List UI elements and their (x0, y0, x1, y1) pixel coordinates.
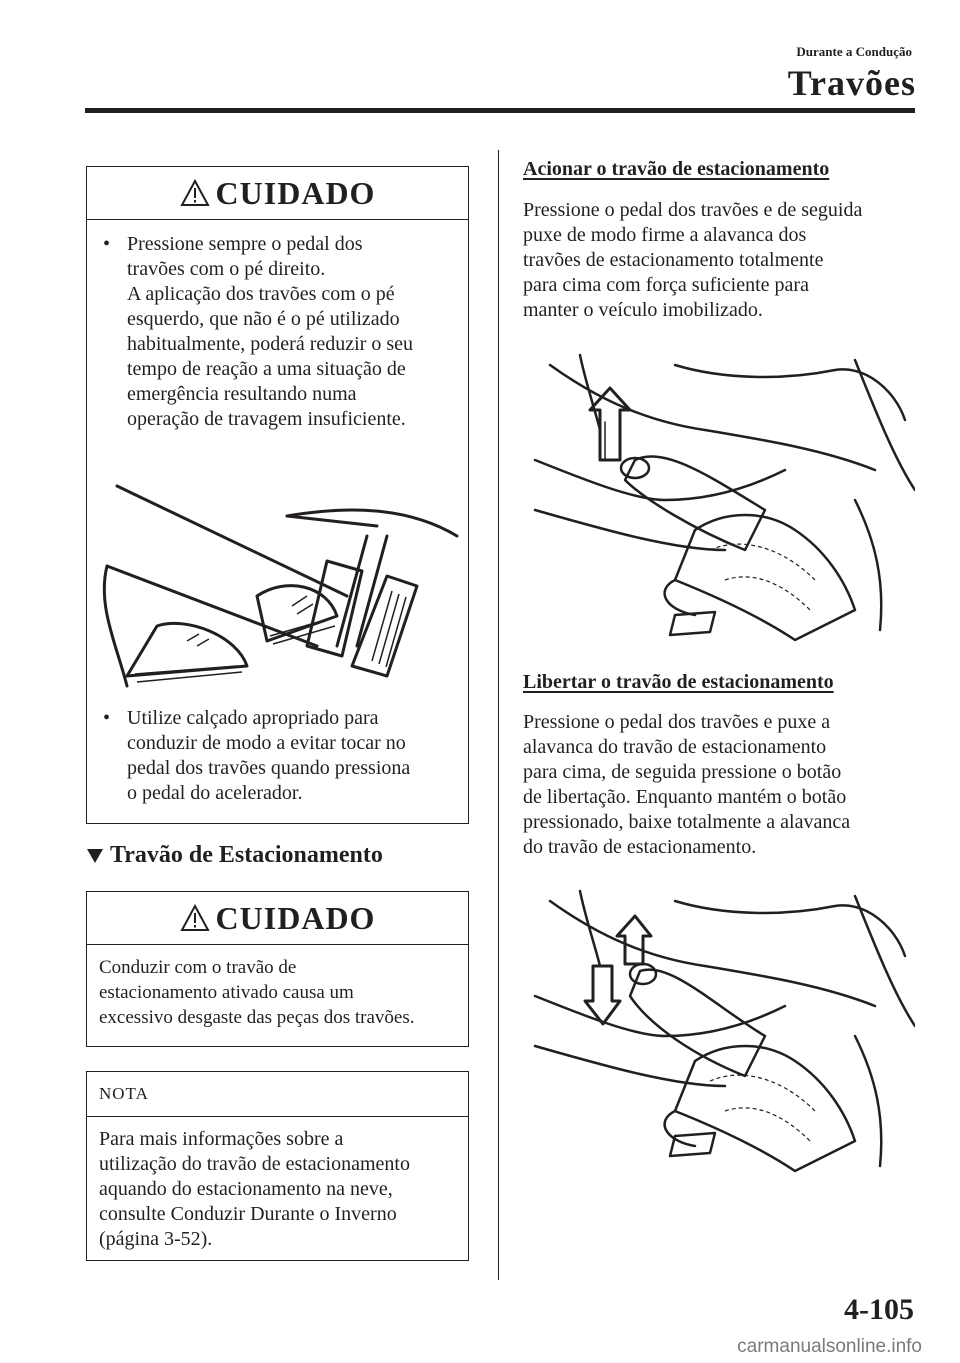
bullet-line: conduzir de modo a evitar tocar no (127, 732, 406, 754)
warning-triangle-icon (180, 904, 210, 932)
apply-line: para cima com força suficiente para (523, 274, 809, 296)
bullet-line: travões com o pé direito. (127, 258, 326, 280)
nota-header: NOTA (87, 1072, 468, 1117)
nota-line: consulte Conduzir Durante o Inverno (99, 1203, 397, 1225)
page-title: Travões (787, 63, 916, 103)
caution-heading: CUIDADO (215, 899, 376, 936)
nota-line: utilização do travão de estacionamento (99, 1153, 410, 1175)
parking-brake-apply-illustration (525, 350, 915, 650)
pedal-illustration (87, 446, 467, 696)
bullet-line: A aplicação dos travões com o pé (127, 283, 395, 305)
release-line: do travão de estacionamento. (523, 836, 757, 858)
release-line: de libertação. Enquanto mantém o botão (523, 786, 847, 808)
down-triangle-icon (86, 847, 104, 865)
bullet-dot: • (103, 707, 111, 729)
apply-line: puxe de modo firme a alavanca dos (523, 224, 807, 246)
header-rule (85, 108, 915, 113)
footer-watermark-url[interactable]: carmanualsonline.info (737, 1336, 922, 1357)
caution-box-parking (86, 891, 469, 1047)
release-line: pressionado, baixe totalmente a alavanca (523, 811, 851, 833)
apply-line: Pressione o pedal dos travões e de seguida (523, 199, 863, 221)
nota-line: Para mais informações sobre a (99, 1128, 344, 1150)
release-line: alavanca do travão de estacionamento (523, 736, 827, 758)
caution-header (87, 892, 468, 945)
bullet-line: Utilize calçado apropriado para (127, 707, 379, 729)
nota-box (86, 1071, 469, 1261)
header-section-label: Durante a Condução (796, 44, 912, 59)
bullet-line: emergência resultando numa (127, 383, 357, 405)
bullet-line: esquerdo, que não é o pé utilizado (127, 308, 400, 330)
apply-line: travões de estacionamento totalmente (523, 249, 824, 271)
caution-box-pedal (86, 166, 469, 824)
bullet-line: tempo de reação a uma situação de (127, 358, 406, 380)
caution-bullet-1 (87, 232, 468, 432)
caution-heading: CUIDADO (215, 174, 376, 211)
apply-text (523, 198, 862, 323)
release-line: para cima, de seguida pressione o botão (523, 761, 842, 783)
caution-line: Conduzir com o travão de (99, 957, 297, 978)
apply-line: manter o veículo imobilizado. (523, 299, 763, 321)
release-line: Pressione o pedal dos travões e puxe a (523, 711, 831, 733)
caution-text (87, 945, 468, 1030)
caution-line: excessivo desgaste das peças dos travões. (99, 1007, 415, 1028)
column-divider (498, 150, 499, 1280)
release-text (523, 710, 850, 860)
bullet-line: pedal dos travões quando pressiona (127, 757, 411, 779)
nota-line: (página 3-52). (99, 1228, 213, 1250)
caution-line: estacionamento ativado causa um (99, 982, 354, 1003)
bullet-line: habitualmente, poderá reduzir o seu (127, 333, 413, 355)
bullet-line: o pedal do acelerador. (127, 782, 303, 804)
section-title-text: Travão de Estacionamento (110, 842, 383, 868)
nota-line: aquando do estacionamento na neve, (99, 1178, 393, 1200)
apply-heading: Acionar o travão de estacionamento (523, 158, 830, 180)
page-number: 4-105 (844, 1293, 914, 1326)
nota-text (87, 1117, 468, 1252)
bullet-line: operação de travagem insuficiente. (127, 408, 406, 430)
bullet-line: Pressione sempre o pedal dos (127, 233, 363, 255)
warning-triangle-icon (180, 179, 210, 207)
caution-bullet-2 (87, 706, 468, 806)
section-title (86, 842, 383, 869)
release-heading: Libertar o travão de estacionamento (523, 671, 834, 693)
caution-header (87, 167, 468, 220)
parking-brake-release-illustration (525, 886, 915, 1176)
bullet-dot: • (103, 233, 111, 255)
